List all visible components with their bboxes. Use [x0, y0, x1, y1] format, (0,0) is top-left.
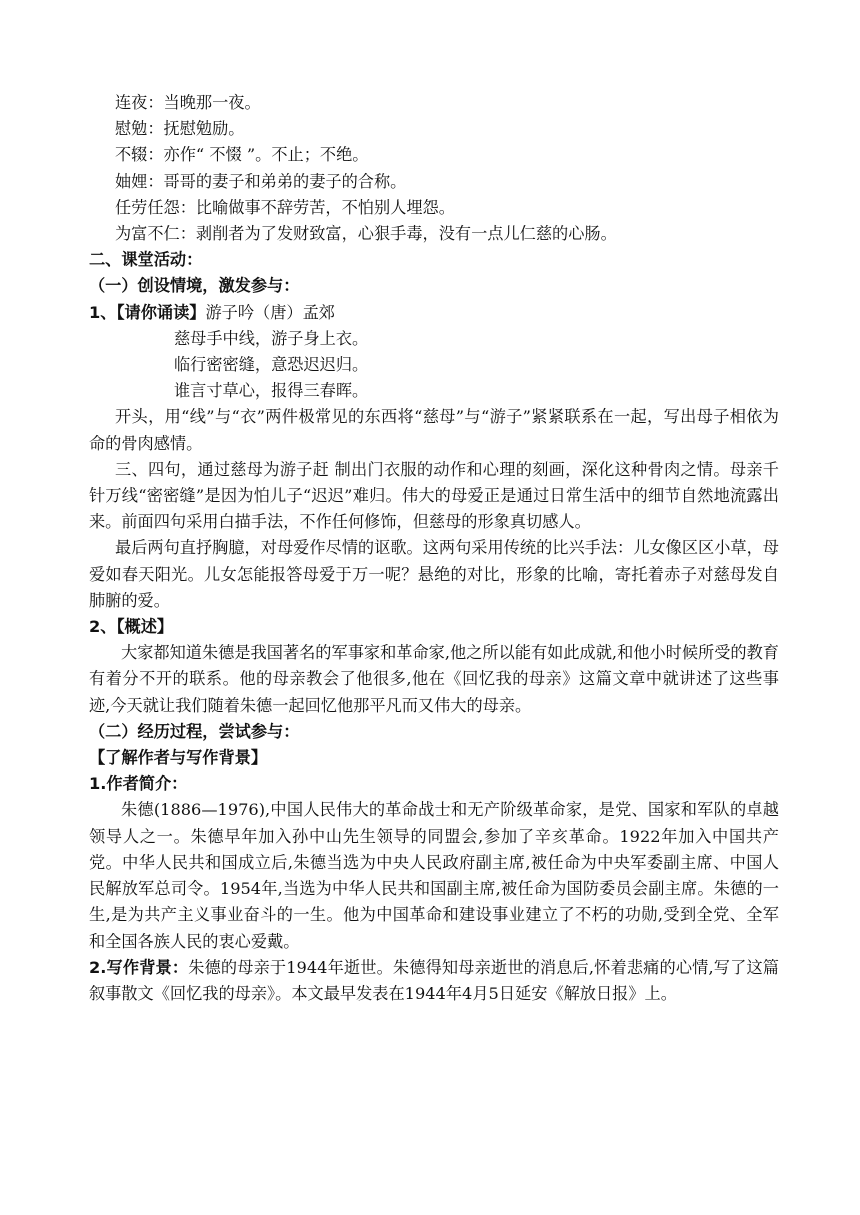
overview-item	[89, 614, 779, 640]
section-heading: 二、课堂活动：	[89, 250, 203, 270]
subsection-heading: （一）创设情境，激发参与：	[89, 276, 300, 296]
vocab-item: 任劳任怨：比喻做事不辞劳苦，不怕别人埋怨。	[115, 197, 455, 217]
poem-title: 游子吟（唐）孟郊	[205, 302, 335, 322]
vocab-item: 连夜：当晚那一夜。	[115, 93, 261, 112]
vocab-item: 妯娌：哥哥的妻子和弟弟的妻子的合称。	[115, 171, 407, 191]
analysis-paragraph: 开头，用“线”与“衣”两件极常见的东西将“慈母”与“游子”紧紧联系在一起，写出母子相依为命的骨肉感情。	[89, 407, 779, 453]
document-page	[89, 90, 779, 1007]
author-heading: 1.作者简介：	[89, 774, 188, 794]
poem-line: 谁言寸草心，报得三春晖。	[174, 381, 369, 401]
background-heading: 【了解作者与写作背景】	[89, 748, 268, 768]
poem-line: 慈母手中线，游子身上衣。	[174, 328, 369, 348]
author-paragraph: 朱德(1886—1976),中国人民伟大的革命战士和无产阶级革命家，是党、国家和军队的卓越领导人之一。朱德早年加入孙中山先生领导的同盟会,参加了辛亥革命。1922年加入中国共产党。中华人民共和国成立后,朱德当选为中央人民政府副主席,被任命为中央军委副主席、中国人民解放军总司令。1954年,当选为中华人民共和国副主席,被任命为国防委员会副主席。朱德的一生,是为共产主义事业奋斗的一生。他为中国革命和建设事业建立了不朽的功勋,受到全党、全军和全国各族人民的衷心爱戴。	[89, 800, 779, 951]
poem-reading-item	[89, 300, 779, 326]
writing-background	[89, 955, 779, 1007]
overview-paragraph: 大家都知道朱德是我国著名的军事家和革命家,他之所以能有如此成就,和他小时候所受的教育有着分不开的联系。他的母亲教会了他很多,他在《回忆我的母亲》这篇文章中就讲述了这些事迹,今天就让我们随着朱德一起回忆他那平凡而又伟大的母亲。	[89, 643, 779, 715]
writing-background-label: 2.写作背景：	[89, 957, 189, 977]
analysis-paragraph: 最后两句直抒胸臆，对母爱作尽情的讴歌。这两句采用传统的比兴手法：儿女像区区小草，母爱如春天阳光。儿女怎能报答母爱于万一呢？悬绝的对比，形象的比喻，寄托着赤子对慈母发自肺腑的爱。	[89, 538, 779, 610]
subsection-heading: （二）经历过程，尝试参与：	[89, 721, 300, 741]
item-label: 【概述】	[116, 617, 174, 637]
poem-line: 临行密密缝，意恐迟迟归。	[174, 355, 369, 375]
vocab-item: 为富不仁：剥削者为了发财致富，心狠手毒，没有一点儿仁慈的心肠。	[115, 224, 617, 244]
analysis-paragraph: 三、四句，通过慈母为游子赶 制出门衣服的动作和心理的刻画，深化这种骨肉之情。母亲千针万线“密密缝”是因为怕儿子“迟迟”难归。伟大的母爱正是通过日常生活中的细节自然地流露出来。前面四句采用白描手法，不作任何修饰，但慈母的形象真切感人。	[89, 459, 779, 532]
vocab-item: 慰勉：抚慰勉励。	[115, 119, 245, 139]
item-label: 【请你诵读】	[116, 302, 206, 322]
vocab-item: 不辍：亦作“ 不惙 ”。不止；不绝。	[115, 145, 369, 165]
writing-background-text: 朱德的母亲于1944年逝世。朱德得知母亲逝世的消息后,怀着悲痛的心情,写了这篇叙事散文《回忆我的母亲》。本文最早发表在1944年4月5日延安《解放日报》上。	[89, 957, 779, 1003]
item-number: 1、	[89, 302, 117, 322]
item-number: 2、	[89, 617, 117, 637]
